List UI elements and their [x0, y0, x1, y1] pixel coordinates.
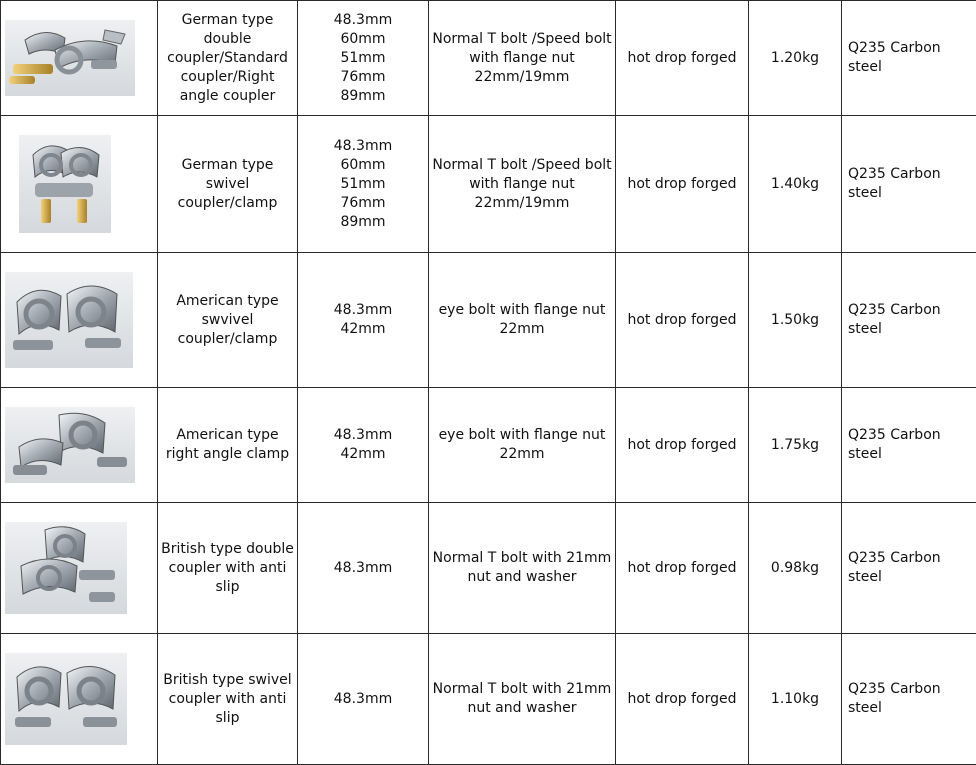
process: hot drop forged	[616, 116, 749, 253]
pipe-size: 48.3mm 60mm 51mm 76mm 89mm	[298, 1, 429, 116]
material: Q235 Carbon steel	[842, 388, 976, 503]
table-row	[1, 388, 976, 503]
table-row	[1, 1, 976, 116]
weight: 1.10kg	[749, 634, 842, 765]
bolt-spec: Normal T bolt /Speed bolt with flange nut 22mm/19mm	[429, 116, 616, 253]
product-photo-cell	[1, 388, 158, 503]
product-name: German type double coupler/Standard coupler/Right angle coupler	[158, 1, 298, 116]
product-name: American type swvivel coupler/clamp	[158, 253, 298, 388]
process: hot drop forged	[616, 634, 749, 765]
weight: 1.50kg	[749, 253, 842, 388]
process: hot drop forged	[616, 388, 749, 503]
pipe-size: 48.3mm 42mm	[298, 388, 429, 503]
material: Q235 Carbon steel	[842, 503, 976, 634]
process: hot drop forged	[616, 253, 749, 388]
process: hot drop forged	[616, 503, 749, 634]
material: Q235 Carbon steel	[842, 253, 976, 388]
material: Q235 Carbon steel	[842, 116, 976, 253]
pipe-size: 48.3mm 60mm 51mm 76mm 89mm	[298, 116, 429, 253]
bolt-spec: Normal T bolt with 21mm nut and washer	[429, 503, 616, 634]
bolt-spec: Normal T bolt /Speed bolt with flange nut 22mm/19mm	[429, 1, 616, 116]
product-photo-cell	[1, 116, 158, 253]
product-photo-cell	[1, 503, 158, 634]
material: Q235 Carbon steel	[842, 1, 976, 116]
german-swivel-coupler-image	[19, 135, 111, 233]
american-right-angle-clamp-image	[5, 407, 135, 483]
bolt-spec: Normal T bolt with 21mm nut and washer	[429, 634, 616, 765]
product-name: British type swivel coupler with anti slip	[158, 634, 298, 765]
weight: 0.98kg	[749, 503, 842, 634]
table-row	[1, 503, 976, 634]
british-swivel-coupler-image	[5, 653, 127, 745]
british-double-coupler-image	[5, 522, 127, 614]
product-name: British type double coupler with anti slip	[158, 503, 298, 634]
table-row	[1, 634, 976, 765]
product-photo-cell	[1, 1, 158, 116]
pipe-size: 48.3mm	[298, 634, 429, 765]
american-swivel-coupler-image	[5, 272, 133, 368]
product-photo-cell	[1, 634, 158, 765]
weight: 1.75kg	[749, 388, 842, 503]
table-row	[1, 116, 976, 253]
pipe-size: 48.3mm	[298, 503, 429, 634]
weight: 1.40kg	[749, 116, 842, 253]
german-double-coupler-image	[5, 20, 135, 96]
product-name: German type swivel coupler/clamp	[158, 116, 298, 253]
process: hot drop forged	[616, 1, 749, 116]
pipe-size: 48.3mm 42mm	[298, 253, 429, 388]
material: Q235 Carbon steel	[842, 634, 976, 765]
product-photo-cell	[1, 253, 158, 388]
bolt-spec: eye bolt with flange nut 22mm	[429, 388, 616, 503]
weight: 1.20kg	[749, 1, 842, 116]
bolt-spec: eye bolt with flange nut 22mm	[429, 253, 616, 388]
product-name: American type right angle clamp	[158, 388, 298, 503]
table-row	[1, 253, 976, 388]
